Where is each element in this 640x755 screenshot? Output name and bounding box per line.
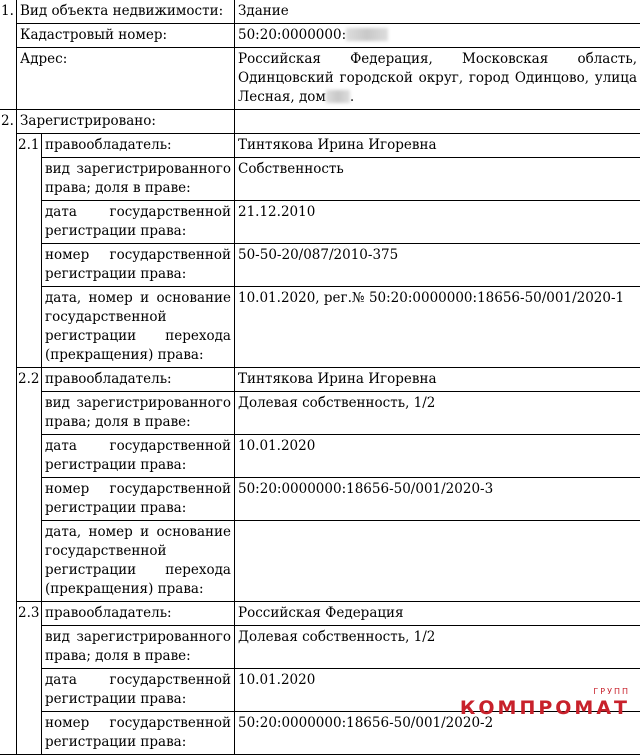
- field-value: 50:20:0000000:18656-50/001/2020-3: [235, 478, 640, 521]
- field-label: вид зарегистрированного права; доля в праве:: [42, 158, 235, 201]
- table-row: [0, 201, 640, 244]
- field-label: правообладатель:: [42, 134, 235, 158]
- table-row: [0, 24, 640, 48]
- field-label: номер государственной регистрации права:: [42, 244, 235, 287]
- field-label: правообладатель:: [42, 368, 235, 392]
- field-value: 10.01.2020: [235, 435, 640, 478]
- field-label: правообладатель:: [42, 602, 235, 626]
- field-value: Тинтякова Ирина Игоревна: [235, 368, 640, 392]
- group-number: 2.1: [17, 134, 42, 368]
- empty-cell: [235, 110, 640, 134]
- redacted-blur: [346, 28, 388, 41]
- section-number: 1.: [0, 0, 17, 110]
- table-row: [0, 521, 640, 602]
- field-value: Российская Федерация: [235, 602, 640, 626]
- table-row: [0, 478, 640, 521]
- field-value: Долевая собственность, 1/2: [235, 626, 640, 669]
- table-row: [0, 110, 640, 134]
- table-row: [0, 158, 640, 201]
- table-row: [0, 435, 640, 478]
- table-row: [0, 626, 640, 669]
- field-value: Тинтякова Ирина Игоревна: [235, 134, 640, 158]
- field-label: Адрес:: [17, 48, 235, 110]
- table-row: [0, 134, 640, 158]
- table-row: [0, 244, 640, 287]
- field-value: Долевая собственность, 1/2: [235, 392, 640, 435]
- field-label: вид зарегистрированного права; доля в праве:: [42, 626, 235, 669]
- field-label: номер государственной регистрации права:: [42, 712, 235, 755]
- field-value: 10.01.2020: [235, 669, 640, 712]
- field-value: 10.01.2020, рег.№ 50:20:0000000:18656-50/001/2020-1: [235, 287, 640, 368]
- field-value: Здание: [235, 0, 640, 24]
- redacted-blur: [326, 90, 350, 103]
- table-row: [0, 602, 640, 626]
- table-row: [0, 287, 640, 368]
- address-value: [235, 48, 640, 110]
- field-label: вид зарегистрированного права; доля в праве:: [42, 392, 235, 435]
- field-label: Кадастровый номер:: [17, 24, 235, 48]
- table-row: [0, 0, 640, 24]
- address-tail: .: [350, 89, 354, 105]
- field-label: дата государственной регистрации права:: [42, 201, 235, 244]
- group-number: 2.2: [17, 368, 42, 602]
- section-title: Зарегистрировано:: [17, 110, 235, 134]
- field-value: Собственность: [235, 158, 640, 201]
- watermark-logo: [460, 697, 630, 719]
- watermark-small-text: ГРУПП: [593, 687, 630, 696]
- field-label: дата государственной регистрации права:: [42, 669, 235, 712]
- address-text: Российская Федерация, Московская область, Одинцовский городской округ, город Одинцово, улица Лесная, дом: [238, 51, 637, 105]
- group-number: 2.3: [17, 602, 42, 755]
- field-label: дата, номер и основание государственной регистрации перехода (прекращения) права:: [42, 521, 235, 602]
- cadastral-number-value: [235, 24, 640, 48]
- table-row: [0, 368, 640, 392]
- watermark-text: КОМПРОМАТ: [460, 697, 630, 719]
- field-label: дата, номер и основание государственной регистрации перехода (прекращения) права:: [42, 287, 235, 368]
- table-row: [0, 392, 640, 435]
- field-value: 50-50-20/087/2010-375: [235, 244, 640, 287]
- field-label: дата государственной регистрации права:: [42, 435, 235, 478]
- section-number: 2.: [0, 110, 17, 755]
- table-row: [0, 48, 640, 110]
- field-label: Вид объекта недвижимости:: [17, 0, 235, 24]
- field-value: 21.12.2010: [235, 201, 640, 244]
- field-label: номер государственной регистрации права:: [42, 478, 235, 521]
- field-value: 50:20:0000000:18656-50/001/2020-2: [235, 712, 640, 755]
- cadastral-number-text: 50:20:0000000:: [238, 27, 346, 43]
- field-value: [235, 521, 640, 602]
